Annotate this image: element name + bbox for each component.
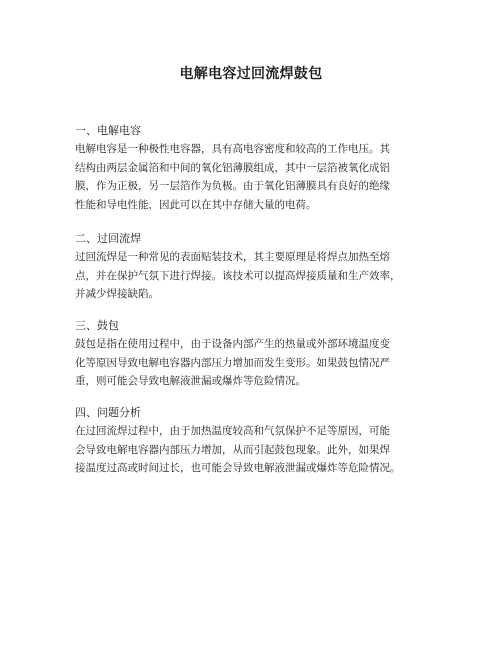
paragraph-line: 接温度过高或时间过长，也可能会导致电解液泄漏或爆炸等危险情况。	[75, 462, 401, 474]
paragraph-line: 电解电容是一种极性电容器，具有高电容密度和较高的工作电压。其	[75, 143, 390, 155]
section-heading: 二、过回流焊	[75, 232, 141, 245]
paragraph-line: 性能和导电性能，因此可以在其中存储大量的电荷。	[75, 198, 317, 211]
paragraph-line: 过回流焊是一种常见的表面贴装技术，其主要原理是将焊点加热至熔	[75, 251, 390, 263]
paragraph-line: 化等原因导致电解电容器内部压力增加而发生变形。如果鼓包情况严	[75, 356, 390, 369]
section-reflow-soldering	[75, 230, 445, 304]
section-paragraph	[75, 335, 445, 391]
paragraph-line: 并减少焊接缺陷。	[75, 288, 159, 300]
paragraph-line: 点，并在保护气氛下进行焊接。该技术可以提高焊接质量和生产效率，	[75, 269, 401, 282]
paragraph-line: 结构由两层金属箔和中间的氧化铝薄膜组成，其中一层箔被氧化成铝	[75, 161, 390, 174]
section-paragraph	[75, 422, 445, 478]
section-heading: 一、电解电容	[75, 124, 141, 137]
paragraph-line: 重，则可能会导致电解液泄漏或爆炸等危险情况。	[75, 375, 306, 387]
section-heading: 四、问题分析	[75, 406, 141, 419]
section-paragraph	[75, 248, 445, 304]
paragraph-line: 会导致电解电容器内部压力增加，从而引起鼓包现象。此外，如果焊	[75, 443, 390, 456]
section-paragraph	[75, 140, 445, 214]
section-problem-analysis	[75, 404, 445, 478]
section-bulging	[75, 317, 445, 391]
page-title: 电解电容过回流焊鼓包	[179, 66, 323, 82]
paragraph-line: 在过回流焊过程中，由于加热温度较高和气氛保护不足等原因，可能	[75, 425, 390, 437]
paragraph-line: 膜，作为正极，另一层箔作为负极。由于氧化铝薄膜具有良好的绝缘	[75, 180, 390, 192]
section-electrolytic-capacitor	[75, 122, 445, 214]
section-heading: 三、鼓包	[75, 319, 119, 332]
paragraph-line: 鼓包是指在使用过程中，由于设备内部产生的热量或外部环境温度变	[75, 338, 390, 350]
